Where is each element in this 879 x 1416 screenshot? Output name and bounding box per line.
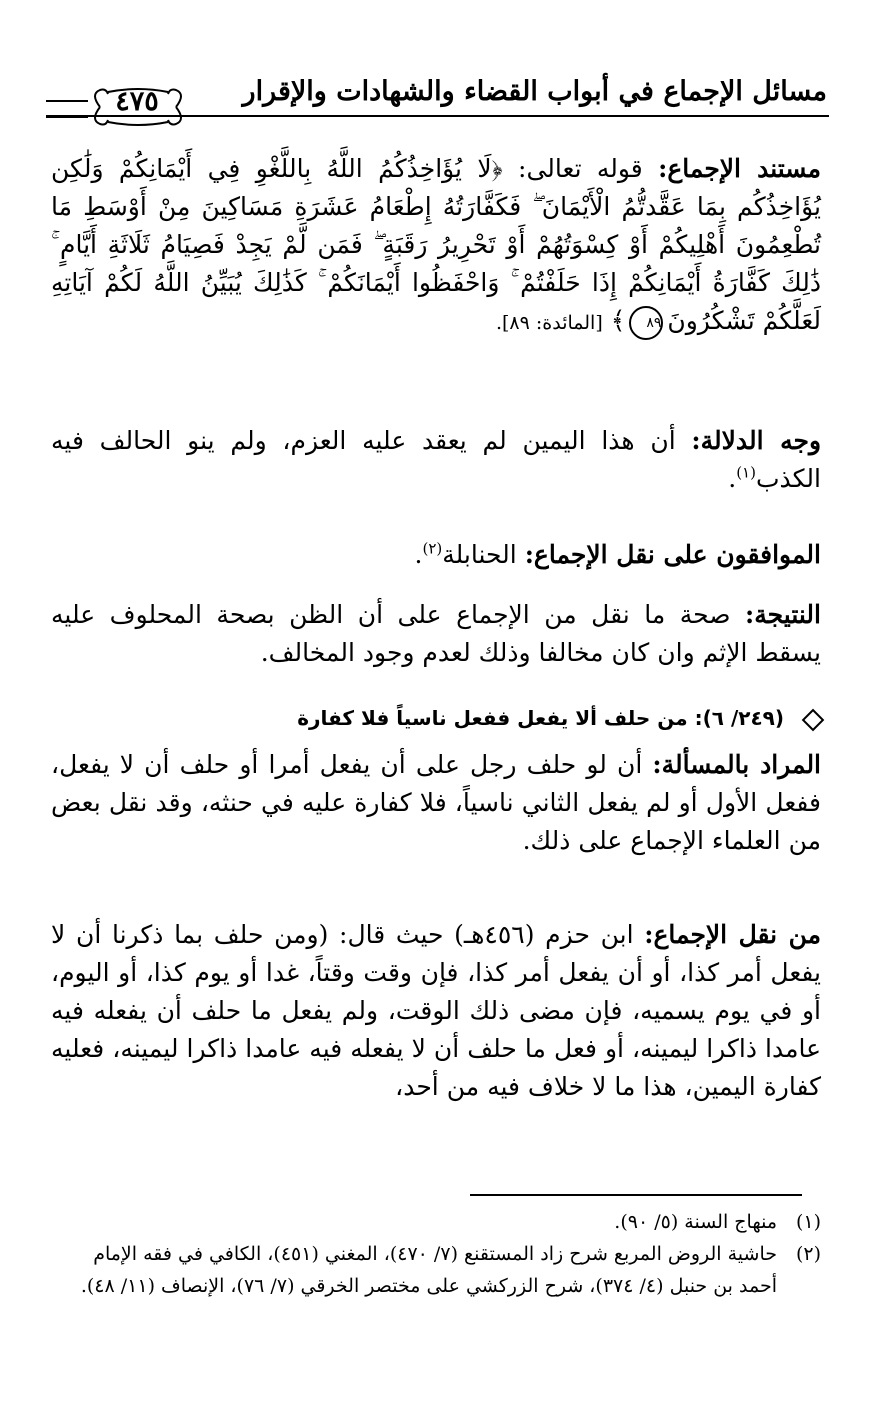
result-label: النتيجة:	[745, 600, 821, 629]
running-header-title: مسائل الإجماع في أبواب القضاء والشهادات والإقرار	[242, 76, 827, 107]
result-text: صحة ما نقل من الإجماع على أن الظن بصحة المحلوف عليه يسقط الإثم وان كان مخالفا وذلك لعدم وجود المخالف.	[51, 600, 821, 667]
footnote-2	[51, 1238, 821, 1302]
footnote-ref-2: (٢)	[422, 539, 443, 558]
agreeing-text: الحنابلة	[442, 540, 517, 569]
section-result	[51, 596, 821, 672]
header-left-double-rule	[46, 100, 88, 118]
evidence-end: .	[728, 464, 737, 493]
issue-title: من حلف ألا يفعل ففعل ناسياً فلا كفارة	[297, 706, 688, 730]
issue-number: (٢٤٩/ ٦):	[694, 706, 785, 730]
footnote-text: حاشية الروض المربع شرح زاد المستقنع (٧/ ٤٧٠)، المغني (٤٥١)، الكافي في فقه الإمام أحمد بن حنبل (٤/ ٣٧٤)، شرح الزركشي على مختصر الخرقي (٧/ ٧٦)، الإنصاف (١١/ ٤٨).	[80, 1243, 777, 1297]
section-agreeing	[51, 536, 821, 574]
issue-heading	[297, 706, 821, 730]
basis-intro: قوله تعالى: ﴿	[491, 154, 643, 183]
meaning-label: المراد بالمسألة:	[652, 750, 822, 779]
transmitter-label: من نقل الإجماع:	[644, 920, 821, 949]
evidence-label: وجه الدلالة:	[691, 426, 822, 455]
section-basis	[51, 150, 821, 342]
verse-reference: [المائدة: ٨٩].	[495, 312, 603, 334]
footnote-separator	[470, 1194, 802, 1196]
section-evidence	[51, 422, 821, 498]
verse-close: ﴾	[610, 306, 626, 335]
ayah-number-mark: ٨٩	[629, 306, 663, 340]
transmitter-text: ابن حزم (٤٥٦هـ) حيث قال: (ومن حلف بما ذكرنا أن لا يفعل أمر كذا، أو أن يفعل أمر كذا، فإن وقت وقتاً، غدا أو يوم كذا، أو اليوم، أو في يوم يسميه، فإن مضى ذلك الوقت، ولم يفعل ما حلف أن يفعله فيه عامدا ذاكرا ليمينه، أو فعل ما حلف أن لا يفعله فيه عامدا ذاكرا ليمينه، فعليه كفارة اليمين، هذا ما لا خلاف فيه من أحد،	[51, 920, 821, 1101]
section-transmitter	[51, 916, 821, 1106]
page-number: ٤٧٥	[115, 86, 159, 117]
basis-label: مستند الإجماع:	[658, 154, 821, 183]
footnote-text: منهاج السنة (٥/ ٩٠).	[614, 1211, 777, 1233]
footnote-number: (١)	[795, 1211, 821, 1233]
quran-verse: لَا يُؤَاخِذُكُمُ اللَّهُ بِاللَّغْوِ فِي أَيْمَانِكُمْ وَلَٰكِن يُؤَاخِذُكُم بِمَا عَقَّدتُّمُ الْأَيْمَانَ ۖ فَكَفَّارَتُهُ إِطْعَامُ عَشَرَةِ مَسَاكِينَ مِنْ أَوْسَطِ مَا تُطْعِمُونَ أَهْلِيكُمْ أَوْ كِسْوَتُهُمْ أَوْ تَحْرِيرُ رَقَبَةٍ ۖ فَمَن لَّمْ يَجِدْ فَصِيَامُ ثَلَاثَةِ أَيَّامٍ ۚ ذَٰلِكَ كَفَّارَةُ أَيْمَانِكُمْ إِذَا حَلَفْتُمْ ۚ وَاحْفَظُوا أَيْمَانَكُمْ ۚ كَذَٰلِكَ يُبَيِّنُ اللَّهُ لَكُمْ آيَاتِهِ لَعَلَّكُمْ تَشْكُرُونَ	[51, 154, 821, 335]
evidence-text: أن هذا اليمين لم يعقد عليه العزم، ولم ينو الحالف فيه الكذب	[51, 426, 821, 493]
footnotes	[51, 1206, 821, 1302]
agreeing-end: .	[414, 540, 423, 569]
agreeing-label: الموافقون على نقل الإجماع:	[524, 540, 821, 569]
footnote-number: (٢)	[795, 1243, 821, 1265]
meaning-text: أن لو حلف رجل على أن يفعل أمرا أو حلف أن لا يفعل، ففعل الأول أو لم يفعل الثاني ناسياً، فلا كفارة عليه في حنثه، وقد نقل بعض من العلماء الإجماع على ذلك.	[51, 750, 821, 855]
section-meaning	[51, 746, 821, 860]
diamond-bullet-icon	[802, 708, 825, 731]
footnote-1	[51, 1206, 821, 1238]
footnote-ref-1: (١)	[736, 463, 756, 482]
